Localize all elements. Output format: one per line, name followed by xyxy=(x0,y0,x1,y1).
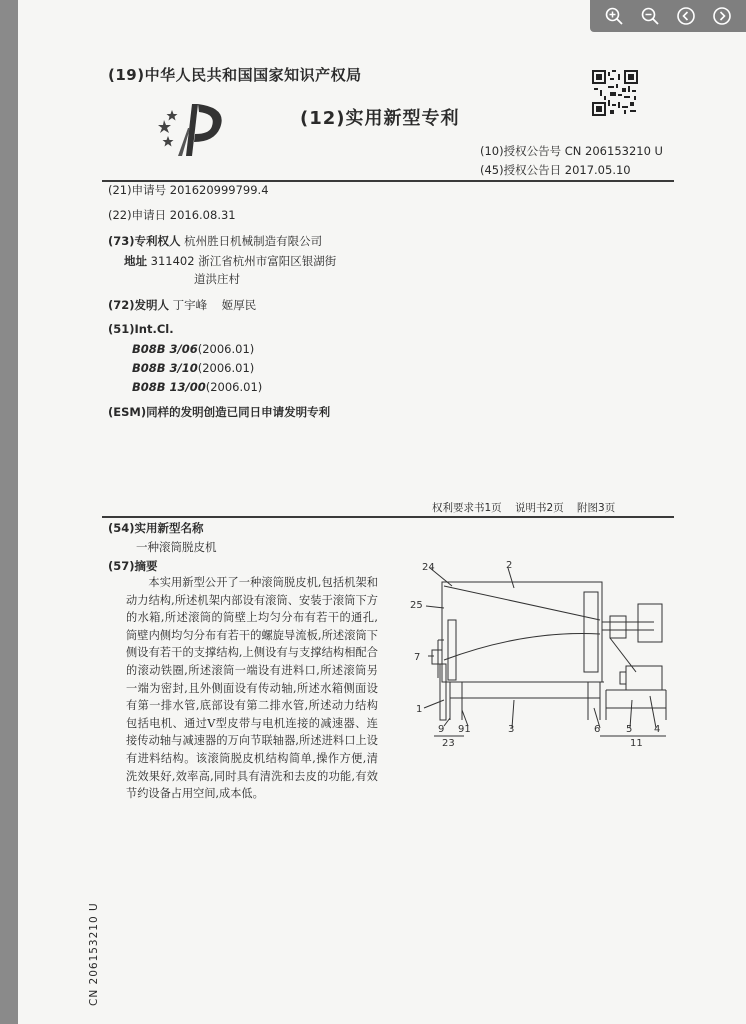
viewer-toolbar xyxy=(590,0,746,32)
figure-label: 2 xyxy=(506,560,513,571)
utility-model-title: 一种滚筒脱皮机 xyxy=(136,540,217,554)
title-label: (54)实用新型名称 xyxy=(108,521,204,535)
zoom-out-button[interactable] xyxy=(638,4,662,28)
figure-label: 6 xyxy=(594,724,601,735)
page-counts: 权利要求书1页 说明书2页 附图3页 xyxy=(432,502,616,514)
int-cl-label: (51)Int.Cl. xyxy=(108,322,174,336)
zoom-out-icon xyxy=(640,6,660,26)
publication-date: (45)授权公告日 2017.05.10 xyxy=(480,163,631,177)
inventor-label: (72)发明人 xyxy=(108,298,170,312)
figure-label: 3 xyxy=(508,724,515,735)
figure-label: 5 xyxy=(626,724,633,735)
figure-label: 7 xyxy=(414,652,421,663)
abstract-text: 本实用新型公开了一种滚筒脱皮机,包括机架和动力结构,所述机架内部设有滚筒、安装于滚筒下方的水箱,所述滚筒的筒壁上均匀分布有若干的通孔,筒壁内侧均匀分布有若干的螺旋导流板,所述滚筒下侧设有若干的支撑结构,上侧设有与支撑结构相配合的滚动铁圈,所述滚筒一端设有进料口,所述滚筒另一端为密封,且外侧面设有传动轴,所述水箱侧面设有第一排水管,底部设有第二排水管,所述动力结构包括电机、通过V型皮带与电机连接的减速器、连接传动轴与减速器的万向节联轴器,所述进料口上设有进料结构。该滚筒脱皮机结构简单,操作方便,清洗效果好,效率高,同时具有清洗和去皮的功能,有效节约设备占用空间,成本低。 xyxy=(126,576,378,801)
esm-note: (ESM)同样的发明创造已同日申请发明专利 xyxy=(108,405,331,419)
figure-label: 23 xyxy=(442,738,455,749)
patent-kind: (12)实用新型专利 xyxy=(300,108,460,129)
patent-holder: 杭州胜日机械制造有限公司 xyxy=(184,234,323,248)
figure-label: 91 xyxy=(458,724,471,735)
figure-label: 11 xyxy=(630,738,643,749)
inventors: 丁宇峰 姬厚民 xyxy=(172,298,257,312)
chevron-left-icon xyxy=(676,6,696,26)
side-publication-number: CN 206153210 U xyxy=(88,902,100,1006)
patent-page xyxy=(18,0,746,1024)
chevron-right-icon xyxy=(712,6,732,26)
abstract-label: (57)摘要 xyxy=(108,559,158,573)
int-cl-item: B08B 13/00(2006.01) xyxy=(132,380,263,394)
zoom-in-button[interactable] xyxy=(602,4,626,28)
figure-label: 4 xyxy=(654,724,661,735)
int-cl-item: B08B 3/06(2006.01) xyxy=(132,342,255,356)
previous-page-button[interactable] xyxy=(674,4,698,28)
application-date: (22)申请日 2016.08.31 xyxy=(108,208,236,222)
zoom-in-icon xyxy=(604,6,624,26)
next-page-button[interactable] xyxy=(710,4,734,28)
address-line-2: 道洪庄村 xyxy=(194,272,240,286)
address-label: 地址 xyxy=(124,254,147,268)
application-number: (21)申请号 201620999799.4 xyxy=(108,183,269,197)
machine-drawing xyxy=(404,560,684,750)
divider xyxy=(102,516,674,518)
holder-label: (73)专利权人 xyxy=(108,234,181,248)
figure-label: 24 xyxy=(422,562,435,573)
int-cl-item: B08B 3/10(2006.01) xyxy=(132,361,255,375)
issuing-office: (19)中华人民共和国国家知识产权局 xyxy=(108,66,362,84)
qr-code xyxy=(592,70,638,116)
address-line-1: 311402 浙江省杭州市富阳区银湖街 xyxy=(150,254,337,268)
cnipa-logo xyxy=(158,98,230,158)
publication-number: (10)授权公告号 CN 206153210 U xyxy=(480,144,663,158)
figure-label: 9 xyxy=(438,724,445,735)
figure-label: 25 xyxy=(410,600,423,611)
figure-label: 1 xyxy=(416,704,423,715)
